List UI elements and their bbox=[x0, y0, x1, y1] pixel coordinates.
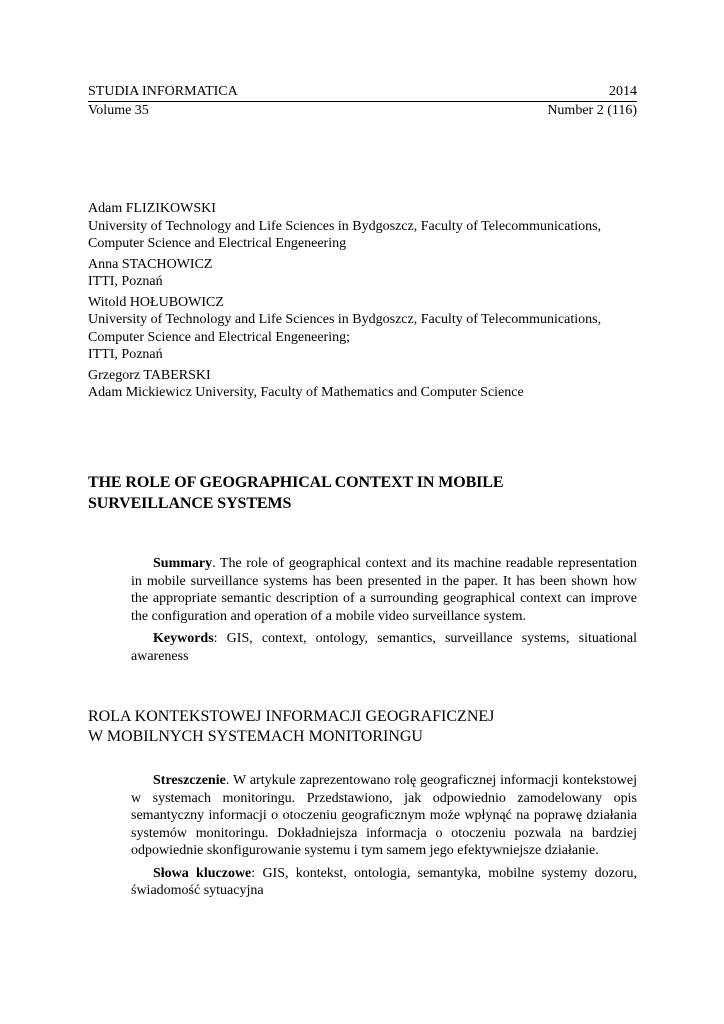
title-line: THE ROLE OF GEOGRAPHICAL CONTEXT IN MOBILE bbox=[88, 474, 504, 491]
author-affiliation-line: ITTI, Poznań bbox=[88, 347, 163, 362]
summary-label: Streszczenie bbox=[153, 773, 226, 788]
keywords-paragraph bbox=[131, 630, 637, 665]
paper-page bbox=[88, 0, 637, 1024]
author-name: Anna STACHOWICZ bbox=[88, 256, 213, 272]
summary-paragraph bbox=[131, 555, 637, 625]
author-affiliation-line: Adam Mickiewicz University, Faculty of Mathematics and Computer Science bbox=[88, 385, 524, 400]
author-name: Grzegorz TABERSKI bbox=[88, 367, 211, 383]
summary-english bbox=[131, 555, 637, 665]
author-affiliation-line: University of Technology and Life Sciences in Bydgoszcz, Faculty of Telecommunications, bbox=[88, 312, 602, 327]
author-list bbox=[88, 200, 637, 405]
author-entry bbox=[88, 256, 637, 291]
summary-text: . The role of geographical context and its machine readable representation in mobile surveillance systems has been presented in the paper. It has been shown how the appropriate semantic description of a surrounding geographical context can improve the configuration and operation of a mobile video surveillance system. bbox=[131, 556, 637, 624]
author-name: Adam FLIZIKOWSKI bbox=[88, 201, 216, 216]
title-line: ROLA KONTEKSTOWEJ INFORMACJI GEOGRAFICZNEJ bbox=[88, 708, 495, 725]
author-affiliation-line: ITTI, Poznań bbox=[88, 274, 163, 289]
author-affiliation-line: Computer Science and Electrical Engeneering bbox=[88, 236, 347, 251]
keywords-label: Słowa kluczowe bbox=[153, 865, 252, 881]
author-entry bbox=[88, 367, 637, 402]
summary-polish bbox=[131, 772, 637, 900]
journal-subheader bbox=[88, 103, 637, 119]
author-entry bbox=[88, 200, 637, 253]
keywords-label: Keywords bbox=[153, 631, 214, 646]
paper-title-english bbox=[88, 472, 637, 514]
author-affiliation-line: Computer Science and Electrical Engeneering; bbox=[88, 329, 351, 345]
keywords-text: : GIS, context, ontology, semantics, surveillance systems, situational awareness bbox=[131, 631, 637, 664]
keywords-paragraph bbox=[131, 865, 637, 900]
author-affiliation-line: University of Technology and Life Sciences in Bydgoszcz, Faculty of Telecommunications, bbox=[88, 218, 602, 234]
journal-number: Number 2 (116) bbox=[547, 103, 637, 118]
paper-title-polish bbox=[88, 707, 637, 747]
summary-text: . W artykule zaprezentowano rolę geograficznej informacji kontekstowej w systemach monitoringu. Przedstawiono, jak odpowiednio zamodelowany opis semantyczny informacji o otoczeniu geograficznym może wpłynąć na poprawę działania systemów monitoringu. Dokładniejsza informacja o otoczeniu pozwala na bardziej odpowiednie skonfigurowanie systemu i tym samem jego efektywniejsze działanie. bbox=[131, 773, 637, 858]
author-name: Witold HOŁUBOWICZ bbox=[88, 294, 224, 310]
keywords-text: : GIS, kontekst, ontologia, semantyka, mobilne systemy dozoru, świadomość sytuacyjna bbox=[131, 865, 637, 898]
author-entry bbox=[88, 294, 637, 364]
journal-volume: Volume 35 bbox=[88, 103, 149, 118]
journal-name: STUDIA INFORMATICA bbox=[88, 84, 238, 99]
summary-paragraph bbox=[131, 772, 637, 860]
journal-header bbox=[88, 84, 637, 102]
summary-label: Summary bbox=[153, 556, 213, 571]
title-line: W MOBILNYCH SYSTEMACH MONITORINGU bbox=[88, 728, 423, 745]
title-line: SURVEILLANCE SYSTEMS bbox=[88, 495, 292, 512]
journal-year: 2014 bbox=[609, 84, 637, 99]
